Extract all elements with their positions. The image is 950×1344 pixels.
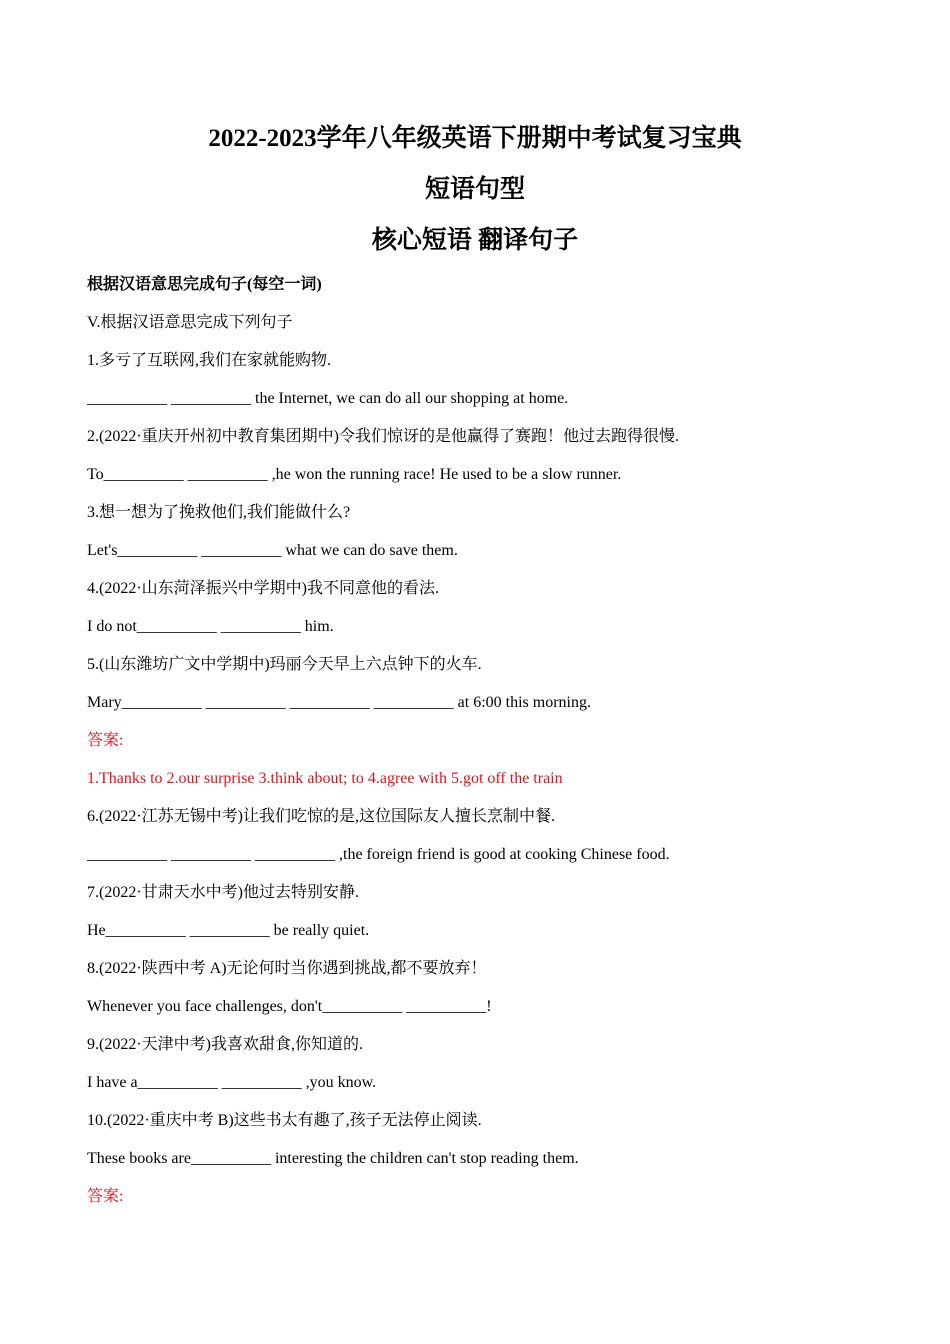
answer-line-3: Let's__________ __________ what we can do save them. (87, 542, 458, 559)
answer-line-2: To__________ __________ ,he won the running race! He used to be a slow runner. (87, 466, 622, 483)
question-4: 4.(2022·山东菏泽振兴中学期中)我不同意他的看法. (87, 580, 439, 597)
document-title: 2022-2023学年八年级英语下册期中考试复习宝典 (208, 125, 742, 152)
question-10: 10.(2022·重庆中考 B)这些书太有趣了,孩子无法停止阅读. (87, 1112, 482, 1129)
question-1: 1.多亏了互联网,我们在家就能购物. (87, 352, 332, 369)
document-subtitle: 短语句型 (424, 176, 525, 203)
answer-line-6: __________ __________ __________ ,the foreign friend is good at cooking Chinese food. (87, 846, 670, 863)
question-8: 8.(2022·陕西中考 A)无论何时当你遇到挑战,都不要放弃！ (87, 960, 487, 977)
question-7: 7.(2022·甘肃天水中考)他过去特别安静. (87, 884, 359, 901)
question-2: 2.(2022·重庆开州初中教育集团期中)令我们惊讶的是他赢得了赛跑！他过去跑得很慢. (87, 428, 679, 445)
answer-line-10: These books are__________ interesting the children can't stop reading them. (87, 1150, 579, 1167)
question-6: 6.(2022·江苏无锡中考)让我们吃惊的是,这位国际友人擅长烹制中餐. (87, 808, 555, 825)
section-title: 核心短语 翻译句子 (371, 227, 579, 254)
answer-line-7: He__________ __________ be really quiet. (87, 922, 370, 939)
section-heading: V.根据汉语意思完成下列句子 (87, 314, 293, 331)
question-9: 9.(2022·天津中考)我喜欢甜食,你知道的. (87, 1036, 363, 1053)
question-3: 3.想一想为了挽救他们,我们能做什么? (87, 504, 351, 521)
instruction-text: 根据汉语意思完成句子(每空一词) (87, 276, 322, 293)
answer-label-2: 答案: (87, 1188, 124, 1205)
question-5: 5.(山东潍坊广文中学期中)玛丽今天早上六点钟下的火车. (87, 656, 482, 673)
answer-line-8: Whenever you face challenges, don't__________ __________! (87, 998, 492, 1015)
answer-line-5: Mary__________ __________ __________ __________ at 6:00 this morning. (87, 694, 591, 711)
answer-line-9: I have a__________ __________ ,you know. (87, 1074, 377, 1091)
answer-line-1: __________ __________ the Internet, we can do all our shopping at home. (87, 390, 569, 407)
answer-label-1: 答案: (87, 732, 124, 749)
answer-line-4: I do not__________ __________ him. (87, 618, 334, 635)
answer-key-1: 1.Thanks to 2.our surprise 3.think about; to 4.agree with 5.got off the train (87, 770, 563, 787)
